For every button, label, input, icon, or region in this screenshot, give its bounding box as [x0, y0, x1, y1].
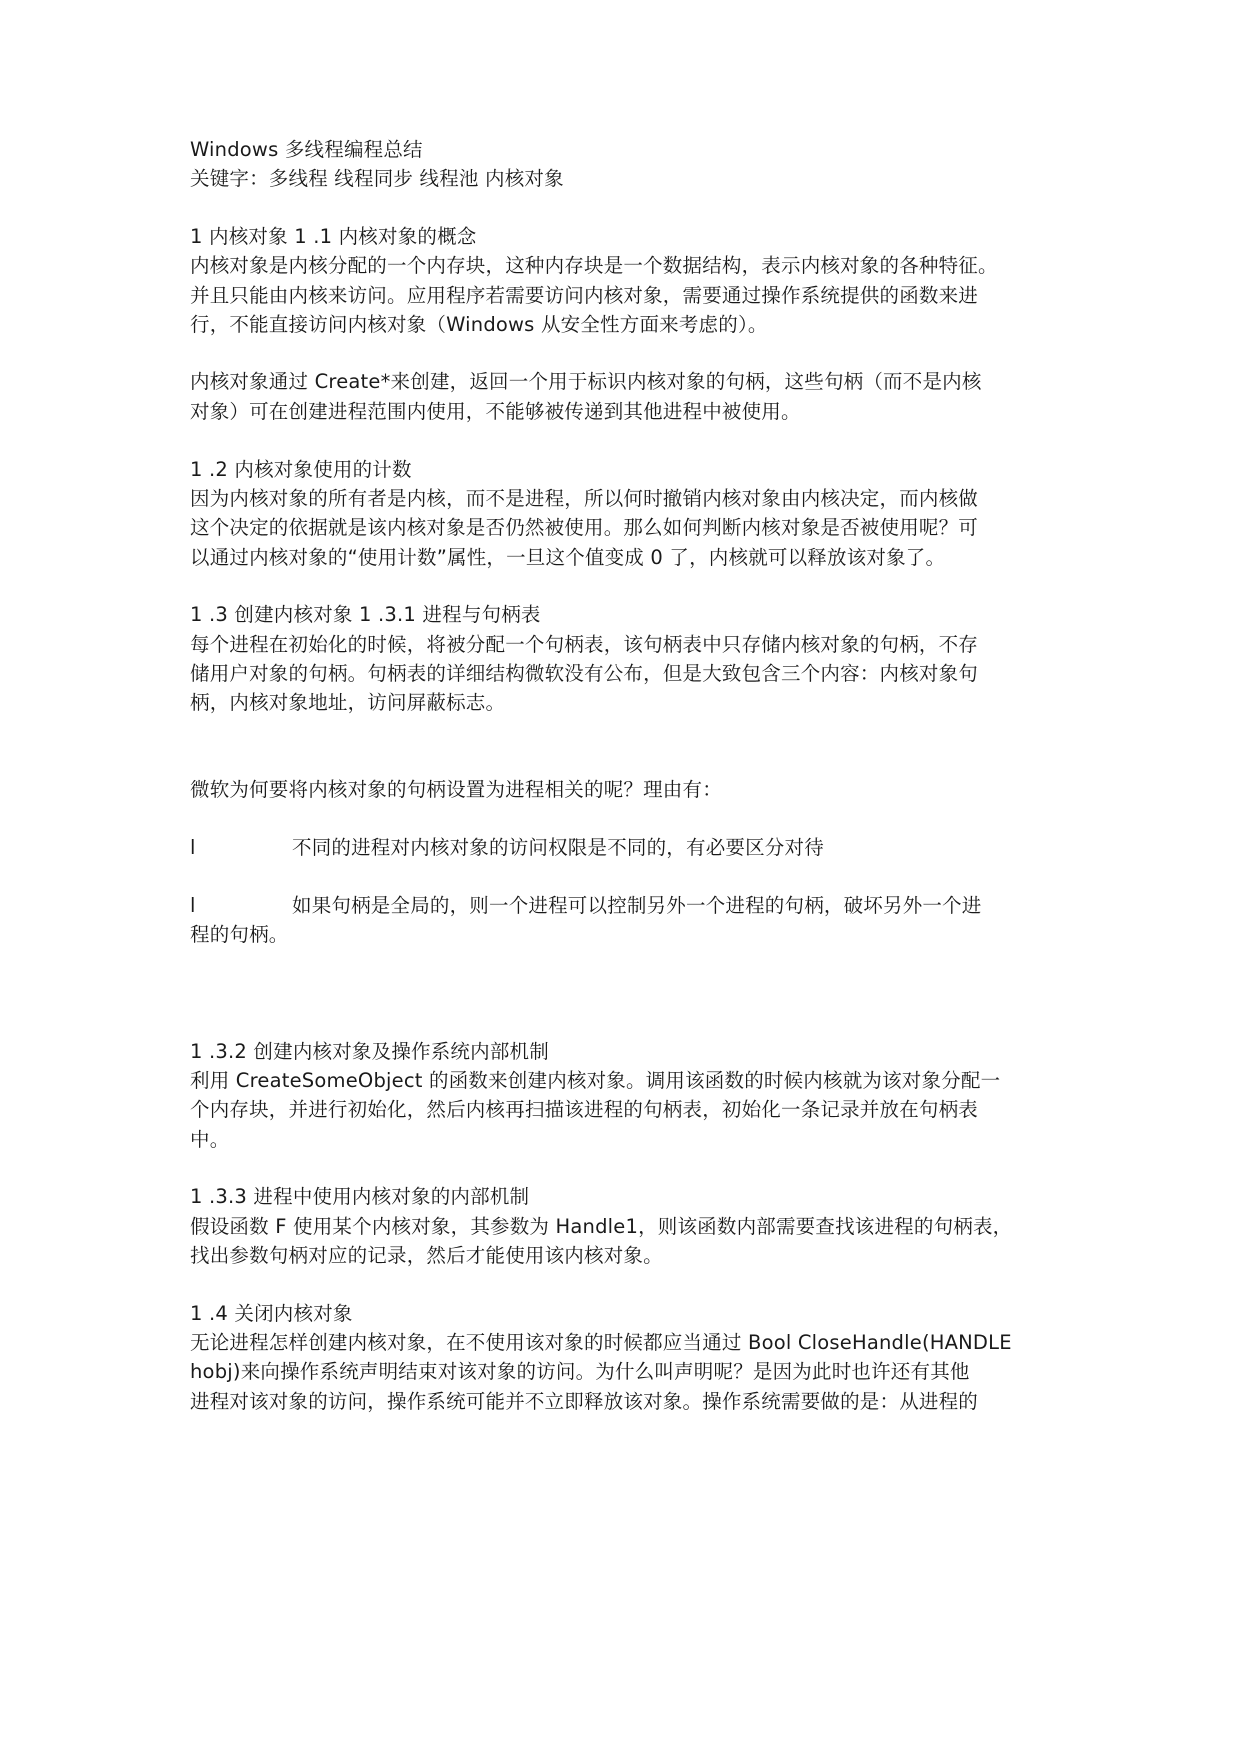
paragraph-line: 储用户对象的句柄。句柄表的详细结构微软没有公布，但是大致包含三个内容：内核对象句	[190, 662, 979, 685]
section-1-3-heading: 1 .3 创建内核对象 1 .3.1 进程与句柄表	[190, 603, 541, 626]
paragraph-line: 这个决定的依据就是该内核对象是否仍然被使用。那么如何判断内核对象是否被使用呢？可	[190, 516, 979, 539]
paragraph-line: 进程对该对象的访问，操作系统可能并不立即释放该对象。操作系统需要做的是：从进程的	[190, 1390, 979, 1413]
bullet-marker: l	[190, 894, 196, 917]
paragraph-line: 利用 CreateSomeObject 的函数来创建内核对象。调用该函数的时候内核就为该对象分配一	[190, 1069, 1001, 1092]
question-line: 微软为何要将内核对象的句柄设置为进程相关的呢？理由有：	[190, 778, 722, 801]
bullet-marker: l	[190, 836, 196, 859]
document-title: Windows 多线程编程总结	[190, 138, 423, 161]
paragraph-line: 行，不能直接访问内核对象（Windows 从安全性方面来考虑的）。	[190, 313, 768, 336]
paragraph-line: 无论进程怎样创建内核对象，在不使用该对象的时候都应当通过 Bool CloseHandle(HANDLE	[190, 1331, 1012, 1354]
paragraph-line: 中。	[190, 1128, 230, 1151]
bullet-item-continuation: 程的句柄。	[190, 923, 289, 946]
paragraph-line: 柄，内核对象地址，访问屏蔽标志。	[190, 691, 506, 714]
bullet-item-text: 不同的进程对内核对象的访问权限是不同的，有必要区分对待	[292, 836, 824, 859]
paragraph-line: 以通过内核对象的“使用计数”属性，一旦这个值变成 0 了，内核就可以释放该对象了。	[190, 546, 946, 569]
paragraph-line: 找出参数句柄对应的记录，然后才能使用该内核对象。	[190, 1244, 663, 1267]
paragraph-line: 个内存块，并进行初始化，然后内核再扫描该进程的句柄表，初始化一条记录并放在句柄表	[190, 1098, 979, 1121]
bullet-item-text: 如果句柄是全局的，则一个进程可以控制另外一个进程的句柄，破坏另外一个进	[292, 894, 982, 917]
paragraph-line: 每个进程在初始化的时候，将被分配一个句柄表，该句柄表中只存储内核对象的句柄，不存	[190, 633, 979, 656]
keywords-line: 关键字：多线程 线程同步 线程池 内核对象	[190, 167, 564, 190]
paragraph-line: 对象）可在创建进程范围内使用，不能够被传递到其他进程中被使用。	[190, 400, 801, 423]
section-1-4-heading: 1 .4 关闭内核对象	[190, 1302, 353, 1325]
paragraph-line: 并且只能由内核来访问。应用程序若需要访问内核对象，需要通过操作系统提供的函数来进	[190, 284, 979, 307]
paragraph-line: 内核对象通过 Create*来创建，返回一个用于标识内核对象的句柄，这些句柄（而不是内核	[190, 370, 982, 393]
paragraph-line: 因为内核对象的所有者是内核，而不是进程，所以何时撤销内核对象由内核决定，而内核做	[190, 487, 979, 510]
paragraph-line: 假设函数 F 使用某个内核对象，其参数为 Handle1，则该函数内部需要查找该进程的句柄表，	[190, 1215, 1013, 1238]
paragraph-line: 内核对象是内核分配的一个内存块，这种内存块是一个数据结构，表示内核对象的各种特征。	[190, 254, 998, 277]
paragraph-line: hobj)来向操作系统声明结束对该对象的访问。为什么叫声明呢？是因为此时也许还有其他	[190, 1360, 970, 1383]
section-1-2-heading: 1 .2 内核对象使用的计数	[190, 458, 412, 481]
section-1-3-2-heading: 1 .3.2 创建内核对象及操作系统内部机制	[190, 1040, 549, 1063]
section-1-heading: 1 内核对象 1 .1 内核对象的概念	[190, 225, 477, 248]
section-1-3-3-heading: 1 .3.3 进程中使用内核对象的内部机制	[190, 1185, 530, 1208]
